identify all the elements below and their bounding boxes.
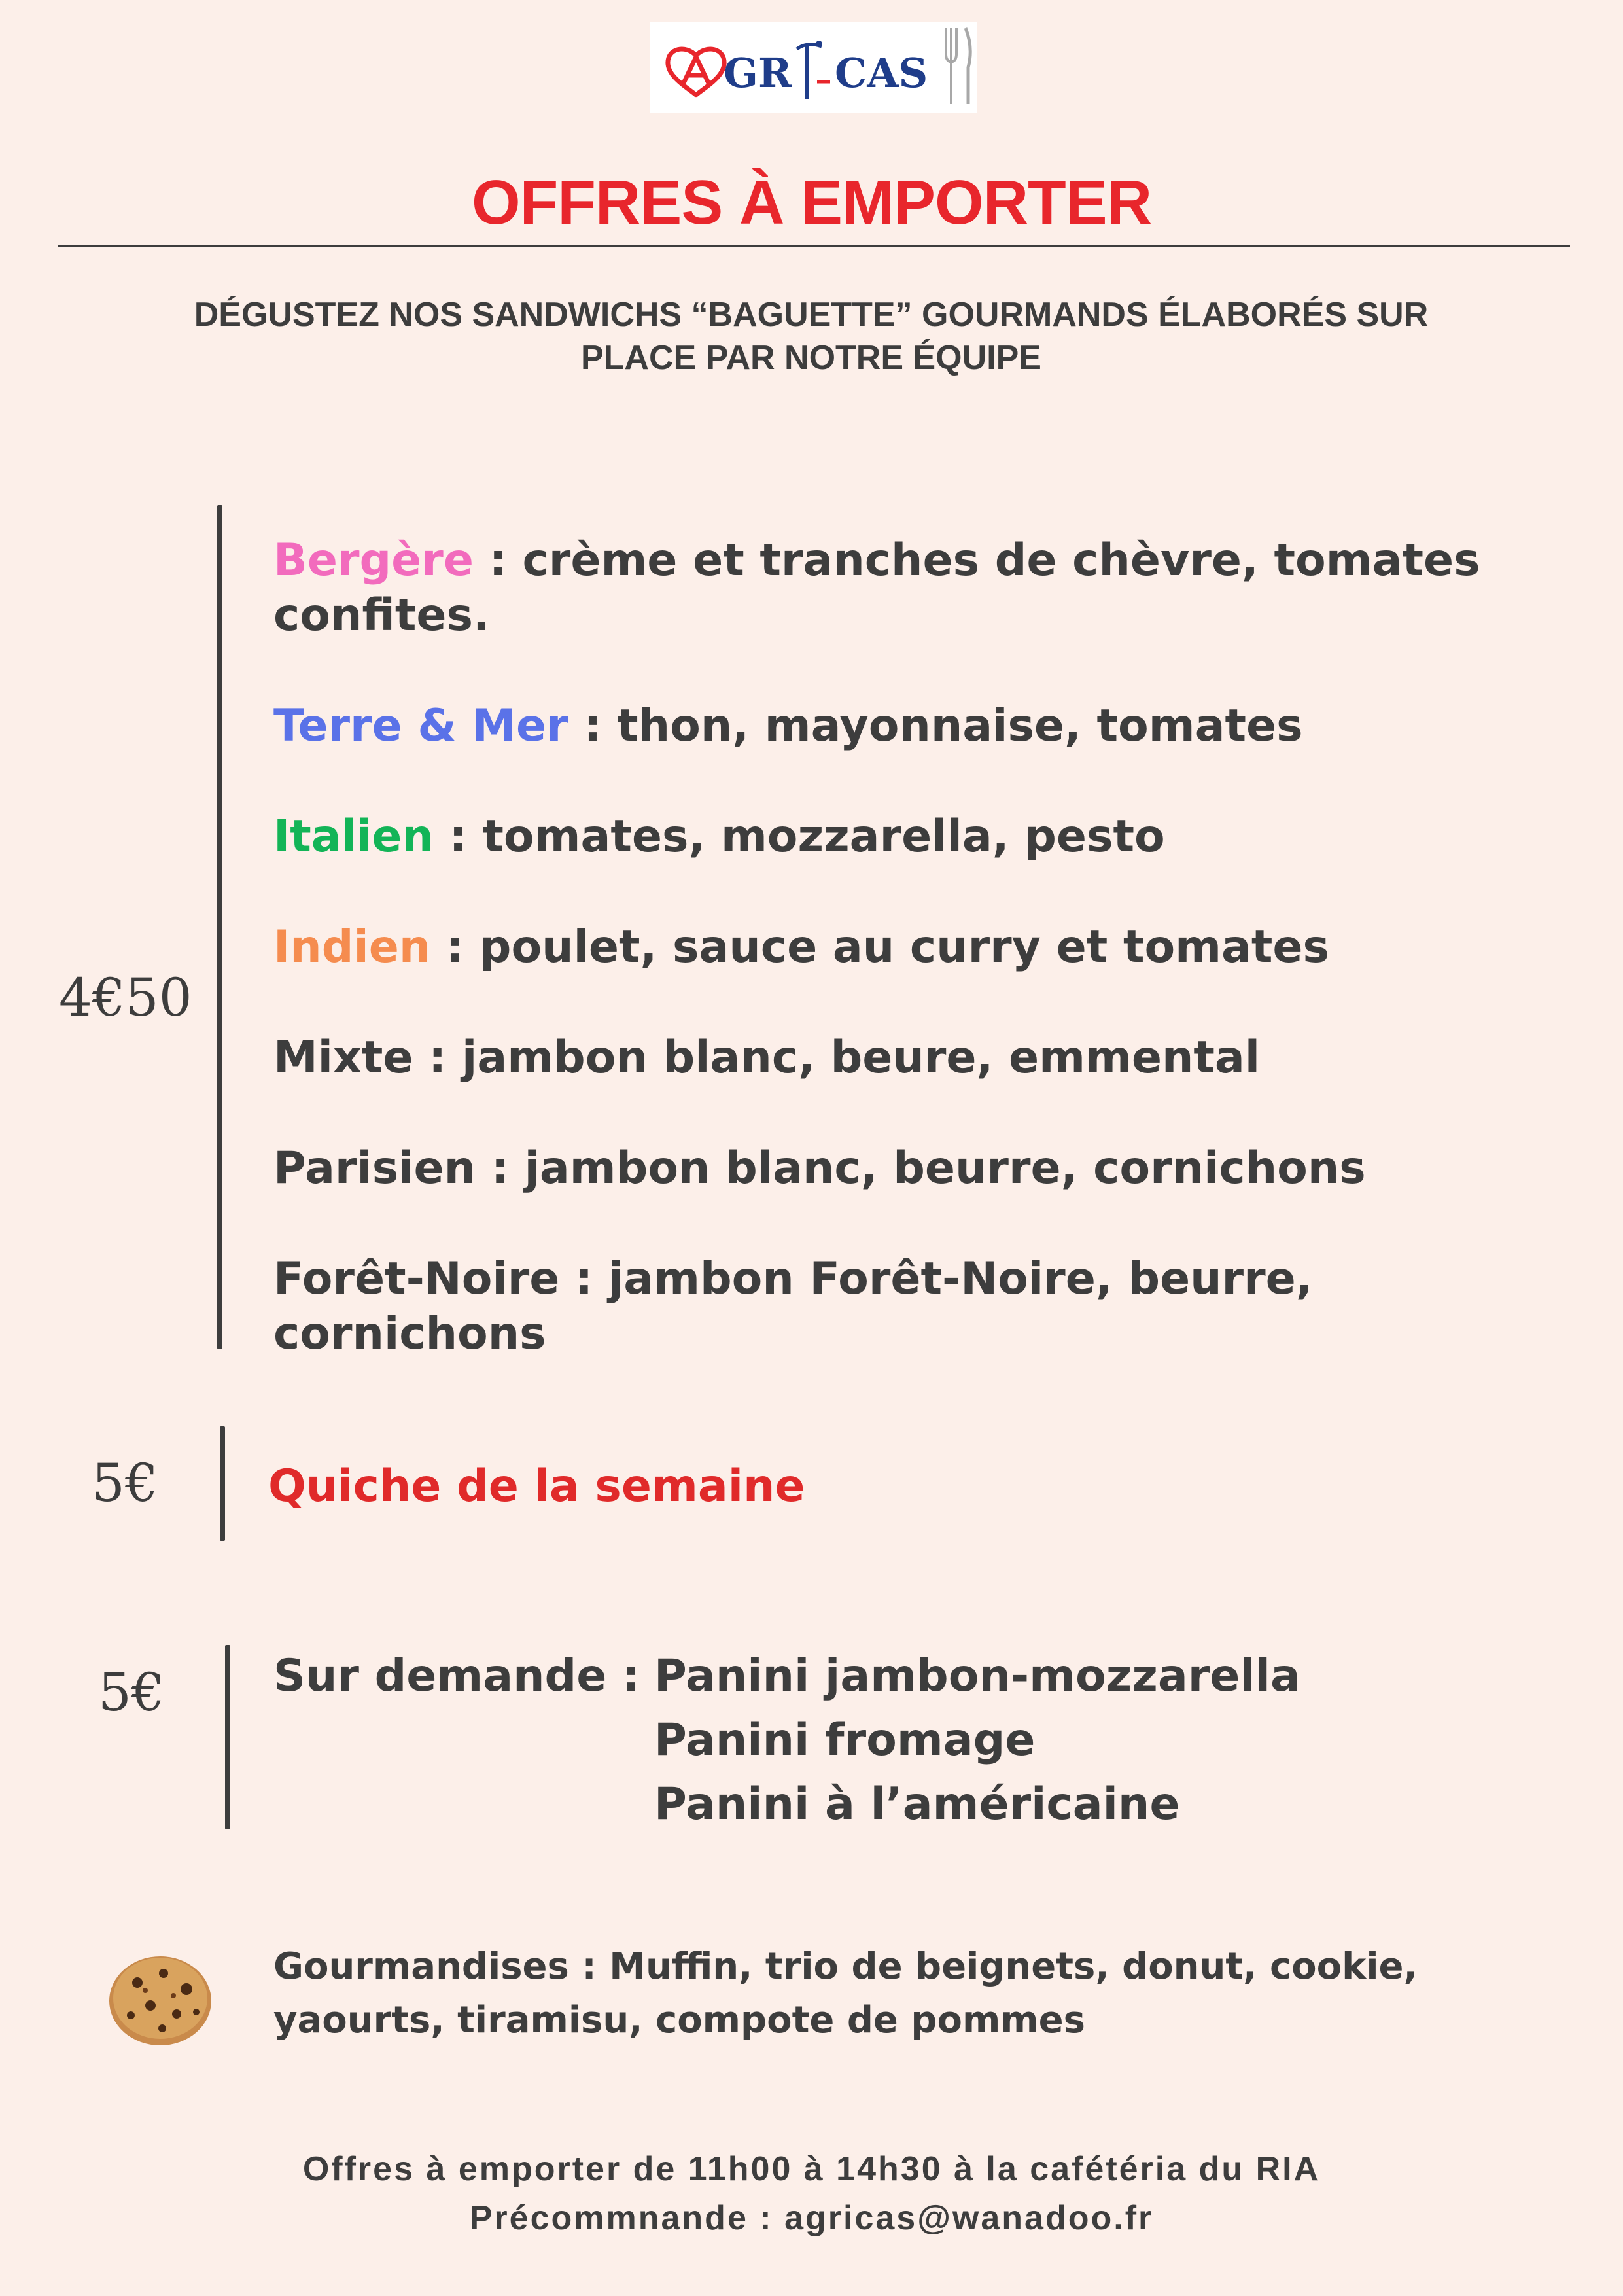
item-desc: : thon, mayonnaise, tomates (568, 700, 1303, 752)
page-title: OFFRES À EMPORTER (471, 168, 1152, 238)
menu-item-indien (273, 920, 1556, 975)
subtitle-line-2: PLACE PAR NOTRE ÉQUIPE (580, 339, 1041, 377)
item-desc: : poulet, sauce au curry et tomates (430, 921, 1330, 973)
title-divider (58, 245, 1570, 247)
gourmandises-text (273, 1940, 1477, 2047)
item-desc-cont: confites. (273, 590, 490, 641)
subtitle (98, 293, 1524, 380)
subtitle-line-1: DÉGUSTEZ NOS SANDWICHS “BAGUETTE” GOURMANDS ÉLABORÉS SUR (194, 296, 1429, 334)
panini-item: Panini à l’américaine (654, 1778, 1180, 1830)
sandwich-group-bar (217, 505, 222, 1349)
quiche-price: 5€ (92, 1453, 158, 1513)
item-name: Italien (273, 811, 434, 862)
menu-item-foret-noire (273, 1252, 1556, 1362)
gourmandises-line-1: Gourmandises : Muffin, trio de beignets, donut, cookie, (273, 1945, 1418, 1988)
panini-group-bar (225, 1645, 230, 1829)
quiche-group-bar (220, 1426, 225, 1541)
sandwich-price: 4€50 (59, 967, 192, 1028)
svg-text:CAS: CAS (835, 49, 928, 97)
menu-item-terre-mer (273, 699, 1556, 754)
svg-text:GR: GR (724, 49, 792, 97)
panini-price: 5€ (98, 1662, 165, 1723)
menu-item-italien (273, 809, 1556, 864)
menu-item-parisien: Parisien : jambon blanc, beurre, cornichons (273, 1142, 1366, 1194)
item-name: Terre & Mer (273, 700, 568, 752)
item-name: Indien (273, 921, 431, 973)
footer-contact: Précommnande : agricas@wanadoo.fr (469, 2199, 1154, 2237)
item-line-2: cornichons (273, 1308, 546, 1360)
panini-lead: Sur demande : (273, 1650, 640, 1702)
panini-list (654, 1649, 1300, 1832)
gourmandises-line-2: yaourts, tiramisu, compote de pommes (273, 1999, 1085, 2041)
item-line-1: Forêt-Noire : jambon Forêt-Noire, beurre, (273, 1253, 1313, 1305)
item-desc: : tomates, mozzarella, pesto (433, 811, 1165, 862)
menu-item-mixte: Mixte : jambon blanc, beure, emmental (273, 1032, 1261, 1084)
panini-item: Panini fromage (654, 1714, 1036, 1766)
panini-item: Panini jambon-mozzarella (654, 1650, 1300, 1702)
footer-hours: Offres à emporter de 11h00 à 14h30 à la cafétéria du RIA (302, 2150, 1321, 2188)
agricas-logo (650, 22, 977, 113)
item-name: Bergère (273, 535, 474, 586)
logo-graphic (650, 22, 977, 113)
menu-item-quiche: Quiche de la semaine (268, 1460, 805, 1512)
item-desc: : crème et tranches de chèvre, tomates (473, 535, 1480, 586)
cookie-icon (105, 1950, 216, 2048)
menu-item-bergere (273, 533, 1556, 643)
